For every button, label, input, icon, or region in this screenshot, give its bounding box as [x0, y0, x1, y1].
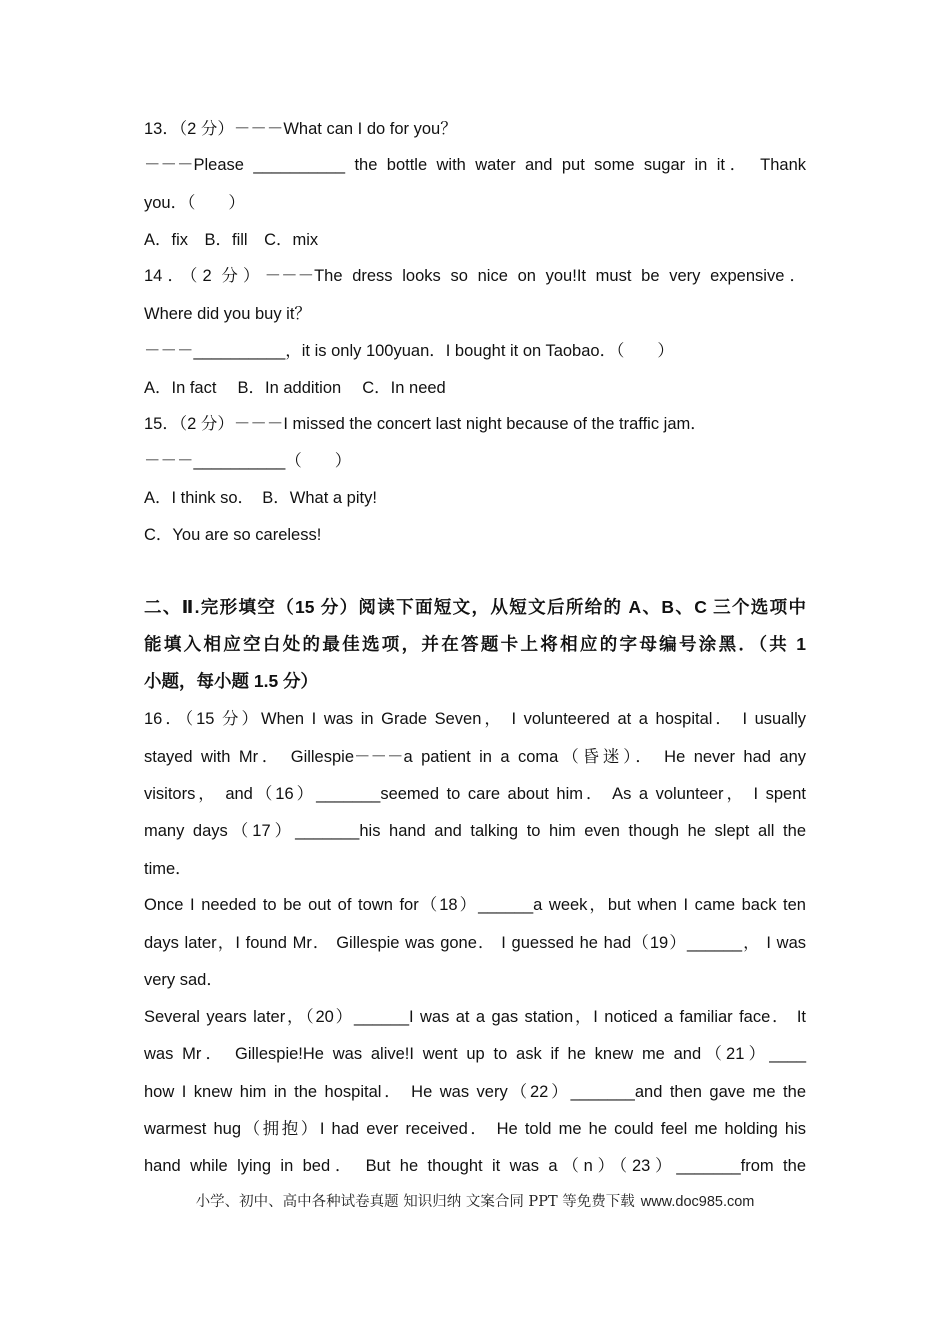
section-heading-line2: 能填入相应空白处的最佳选项，并在答题卡上将相应的字母编号涂黑．（共 1: [144, 634, 806, 654]
q13-dialogue-line2: you．（ ）: [144, 194, 245, 212]
q14-options: A．In fact B．In addition C．In need: [144, 379, 446, 397]
passage-line: time．: [144, 860, 192, 878]
page-footer: [0, 1190, 950, 1211]
passage-line: many days（17）_______his hand and talking to him even though he slept all the: [144, 822, 806, 840]
footer-text: 小学、初中、高中各种试卷真题 知识归纳 文案合同 PPT 等免费下载: [195, 1194, 635, 1210]
passage-line: warmest hug（拥抱）I had ever received． He told me he could feel me holding his: [144, 1120, 806, 1138]
passage-line: visitors， and（16）_______seemed to care about him． As a volunteer， I spent: [144, 785, 806, 803]
q14-dialogue: －－－__________，it is only 100yuan．I bought it on Taobao．（ ）: [144, 342, 674, 360]
section-heading-line3: 小题，每小题 1.5 分）: [144, 671, 319, 691]
footer-site-link[interactable]: www.doc985.com: [640, 1194, 755, 1210]
passage-line: Once I needed to be out of town for（18）______a week，but when I came back ten: [144, 896, 806, 914]
passage-line: how I knew him in the hospital． He was very（22）_______and then gave me the: [144, 1083, 806, 1101]
passage-line: was Mr． Gillespie!He was alive!I went up to ask if he knew me and（21）____: [144, 1045, 806, 1063]
q15-options-line1: A．I think so． B．What a pity!: [144, 489, 377, 507]
passage-line: 16．（15 分）When I was in Grade Seven， I volunteered at a hospital． I usually: [144, 710, 806, 728]
section-heading-line1: 二、Ⅱ.完形填空（15 分）阅读下面短文，从短文后所给的 A、B、C 三个选项中: [144, 597, 806, 617]
q14-stem-line1: 14．（2 分）－－－The dress looks so nice on you!It must be very expensive．: [144, 267, 806, 285]
q13-dialogue-line1: －－－Please __________ the bottle with water and put some sugar in it． Thank: [144, 156, 806, 174]
q13-stem: 13．（2 分）－－－What can I do for you？: [144, 120, 457, 138]
q15-dialogue: －－－__________（ ）: [144, 452, 352, 470]
passage-line: days later，I found Mr． Gillespie was gone． I guessed he had（19）______， I was: [144, 934, 806, 952]
q15-stem: 15．（2 分）－－－I missed the concert last night because of the traffic jam．: [144, 415, 707, 433]
passage-line: very sad．: [144, 971, 223, 989]
q15-options-line2: C．You are so careless!: [144, 526, 322, 544]
q14-stem-line2: Where did you buy it？: [144, 305, 311, 323]
passage-line: hand while lying in bed． But he thought it was a（n）（23）_______from the: [144, 1157, 806, 1175]
q13-options: A．fix B．fill C．mix: [144, 231, 319, 249]
passage-line: stayed with Mr． Gillespie－－－a patient in a coma（昏迷）． He never had any: [144, 748, 806, 766]
passage-line: Several years later，（20）______I was at a gas station，I noticed a familiar face． It: [144, 1008, 806, 1026]
